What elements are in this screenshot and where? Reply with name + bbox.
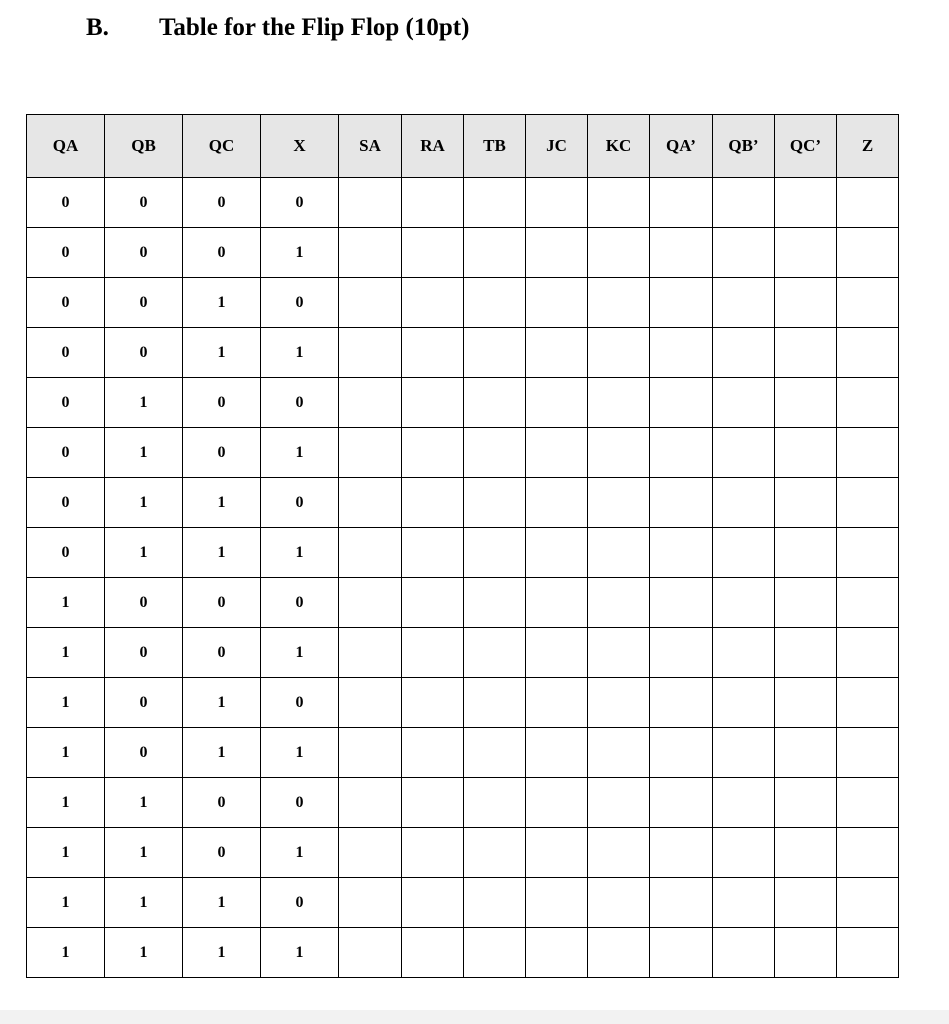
input-cell: 0 xyxy=(261,478,339,528)
input-cell: 1 xyxy=(27,628,105,678)
input-cell: 1 xyxy=(27,878,105,928)
answer-cell[interactable] xyxy=(713,928,775,978)
answer-cell[interactable] xyxy=(464,678,526,728)
answer-cell[interactable] xyxy=(650,378,713,428)
input-cell: 1 xyxy=(261,928,339,978)
answer-cell[interactable] xyxy=(837,228,899,278)
answer-cell[interactable] xyxy=(775,528,837,578)
answer-cell[interactable] xyxy=(402,378,464,428)
answer-cell[interactable] xyxy=(339,328,402,378)
answer-cell[interactable] xyxy=(713,428,775,478)
answer-cell[interactable] xyxy=(464,778,526,828)
input-cell: 1 xyxy=(261,528,339,578)
input-cell: 0 xyxy=(183,378,261,428)
answer-cell[interactable] xyxy=(464,228,526,278)
answer-cell[interactable] xyxy=(339,578,402,628)
input-cell: 1 xyxy=(105,428,183,478)
answer-cell[interactable] xyxy=(837,578,899,628)
answer-cell[interactable] xyxy=(713,328,775,378)
answer-cell[interactable] xyxy=(650,478,713,528)
answer-cell[interactable] xyxy=(588,528,650,578)
answer-cell[interactable] xyxy=(713,178,775,228)
answer-cell[interactable] xyxy=(775,178,837,228)
input-cell: 1 xyxy=(105,828,183,878)
input-cell: 1 xyxy=(27,728,105,778)
answer-cell[interactable] xyxy=(650,628,713,678)
answer-cell[interactable] xyxy=(588,328,650,378)
answer-cell[interactable] xyxy=(650,228,713,278)
input-cell: 1 xyxy=(261,628,339,678)
answer-cell[interactable] xyxy=(588,278,650,328)
input-cell: 0 xyxy=(183,828,261,878)
answer-cell[interactable] xyxy=(402,478,464,528)
input-cell: 0 xyxy=(105,628,183,678)
answer-cell[interactable] xyxy=(650,278,713,328)
input-cell: 0 xyxy=(183,778,261,828)
answer-cell[interactable] xyxy=(402,178,464,228)
answer-cell[interactable] xyxy=(339,828,402,878)
input-cell: 0 xyxy=(105,178,183,228)
answer-cell[interactable] xyxy=(526,628,588,678)
answer-cell[interactable] xyxy=(526,528,588,578)
column-header: QA xyxy=(27,115,105,178)
answer-cell[interactable] xyxy=(526,728,588,778)
column-header: Z xyxy=(837,115,899,178)
input-cell: 0 xyxy=(183,178,261,228)
answer-cell[interactable] xyxy=(650,328,713,378)
input-cell: 0 xyxy=(261,178,339,228)
answer-cell[interactable] xyxy=(713,228,775,278)
answer-cell[interactable] xyxy=(775,728,837,778)
answer-cell[interactable] xyxy=(339,678,402,728)
answer-cell[interactable] xyxy=(588,578,650,628)
input-cell: 1 xyxy=(183,528,261,578)
answer-cell[interactable] xyxy=(402,278,464,328)
answer-cell[interactable] xyxy=(713,278,775,328)
answer-cell[interactable] xyxy=(713,478,775,528)
answer-cell[interactable] xyxy=(713,728,775,778)
answer-cell[interactable] xyxy=(713,378,775,428)
answer-cell[interactable] xyxy=(464,628,526,678)
answer-cell[interactable] xyxy=(775,278,837,328)
input-cell: 1 xyxy=(183,678,261,728)
answer-cell[interactable] xyxy=(402,878,464,928)
answer-cell[interactable] xyxy=(650,928,713,978)
answer-cell[interactable] xyxy=(713,678,775,728)
answer-cell[interactable] xyxy=(464,178,526,228)
input-cell: 0 xyxy=(105,678,183,728)
answer-cell[interactable] xyxy=(713,628,775,678)
answer-cell[interactable] xyxy=(339,178,402,228)
answer-cell[interactable] xyxy=(837,678,899,728)
answer-cell[interactable] xyxy=(339,928,402,978)
answer-cell[interactable] xyxy=(837,328,899,378)
input-cell: 1 xyxy=(183,278,261,328)
answer-cell[interactable] xyxy=(588,428,650,478)
answer-cell[interactable] xyxy=(775,628,837,678)
answer-cell[interactable] xyxy=(588,178,650,228)
column-header: QC xyxy=(183,115,261,178)
answer-cell[interactable] xyxy=(775,678,837,728)
table-row xyxy=(27,528,899,578)
answer-cell[interactable] xyxy=(713,778,775,828)
answer-cell[interactable] xyxy=(464,578,526,628)
answer-cell[interactable] xyxy=(402,328,464,378)
answer-cell[interactable] xyxy=(650,878,713,928)
answer-cell[interactable] xyxy=(588,828,650,878)
header-row xyxy=(27,115,899,178)
answer-cell[interactable] xyxy=(339,228,402,278)
answer-cell[interactable] xyxy=(650,828,713,878)
answer-cell[interactable] xyxy=(588,228,650,278)
input-cell: 0 xyxy=(105,328,183,378)
answer-cell[interactable] xyxy=(650,528,713,578)
input-cell: 1 xyxy=(261,728,339,778)
input-cell: 1 xyxy=(27,678,105,728)
table-row xyxy=(27,628,899,678)
table-body xyxy=(27,178,899,978)
input-cell: 0 xyxy=(27,428,105,478)
input-cell: 1 xyxy=(27,828,105,878)
table-row xyxy=(27,828,899,878)
answer-cell[interactable] xyxy=(402,828,464,878)
input-cell: 1 xyxy=(261,228,339,278)
answer-cell[interactable] xyxy=(837,178,899,228)
table-row xyxy=(27,278,899,328)
answer-cell[interactable] xyxy=(526,928,588,978)
table-row xyxy=(27,878,899,928)
answer-cell[interactable] xyxy=(402,678,464,728)
answer-cell[interactable] xyxy=(713,878,775,928)
input-cell: 1 xyxy=(27,928,105,978)
answer-cell[interactable] xyxy=(650,778,713,828)
answer-cell[interactable] xyxy=(775,578,837,628)
answer-cell[interactable] xyxy=(775,428,837,478)
column-header: QB xyxy=(105,115,183,178)
table-row xyxy=(27,378,899,428)
answer-cell[interactable] xyxy=(464,828,526,878)
flip-flop-table xyxy=(26,114,899,978)
input-cell: 0 xyxy=(183,228,261,278)
input-cell: 1 xyxy=(105,478,183,528)
answer-cell[interactable] xyxy=(339,878,402,928)
answer-cell[interactable] xyxy=(526,328,588,378)
input-cell: 0 xyxy=(27,528,105,578)
answer-cell[interactable] xyxy=(402,778,464,828)
answer-cell[interactable] xyxy=(402,628,464,678)
input-cell: 0 xyxy=(105,278,183,328)
answer-cell[interactable] xyxy=(526,778,588,828)
input-cell: 1 xyxy=(105,878,183,928)
answer-cell[interactable] xyxy=(526,228,588,278)
answer-cell[interactable] xyxy=(526,678,588,728)
column-header: SA xyxy=(339,115,402,178)
input-cell: 0 xyxy=(105,578,183,628)
answer-cell[interactable] xyxy=(588,378,650,428)
table-row xyxy=(27,778,899,828)
answer-cell[interactable] xyxy=(837,928,899,978)
answer-cell[interactable] xyxy=(837,628,899,678)
answer-cell[interactable] xyxy=(339,428,402,478)
input-cell: 1 xyxy=(183,328,261,378)
answer-cell[interactable] xyxy=(464,328,526,378)
input-cell: 0 xyxy=(183,628,261,678)
column-header: QA’ xyxy=(650,115,713,178)
answer-cell[interactable] xyxy=(464,528,526,578)
input-cell: 1 xyxy=(183,878,261,928)
input-cell: 0 xyxy=(261,778,339,828)
input-cell: 1 xyxy=(105,378,183,428)
answer-cell[interactable] xyxy=(837,778,899,828)
table-row xyxy=(27,228,899,278)
answer-cell[interactable] xyxy=(588,878,650,928)
input-cell: 0 xyxy=(27,328,105,378)
answer-cell[interactable] xyxy=(837,478,899,528)
answer-cell[interactable] xyxy=(588,628,650,678)
answer-cell[interactable] xyxy=(837,878,899,928)
answer-cell[interactable] xyxy=(339,628,402,678)
answer-cell[interactable] xyxy=(837,528,899,578)
answer-cell[interactable] xyxy=(775,378,837,428)
answer-cell[interactable] xyxy=(650,728,713,778)
answer-cell[interactable] xyxy=(588,478,650,528)
column-header: KC xyxy=(588,115,650,178)
answer-cell[interactable] xyxy=(713,528,775,578)
answer-cell[interactable] xyxy=(526,178,588,228)
answer-cell[interactable] xyxy=(402,528,464,578)
answer-cell[interactable] xyxy=(775,228,837,278)
answer-cell[interactable] xyxy=(526,378,588,428)
answer-cell[interactable] xyxy=(588,678,650,728)
answer-cell[interactable] xyxy=(526,878,588,928)
table-row xyxy=(27,578,899,628)
table-row xyxy=(27,478,899,528)
answer-cell[interactable] xyxy=(464,428,526,478)
input-cell: 1 xyxy=(261,428,339,478)
section-heading xyxy=(86,14,469,42)
answer-cell[interactable] xyxy=(837,278,899,328)
column-header: QB’ xyxy=(713,115,775,178)
answer-cell[interactable] xyxy=(775,878,837,928)
answer-cell[interactable] xyxy=(775,828,837,878)
answer-cell[interactable] xyxy=(464,378,526,428)
answer-cell[interactable] xyxy=(526,478,588,528)
section-title: Table for the Flip Flop (10pt) xyxy=(159,14,470,41)
input-cell: 0 xyxy=(183,428,261,478)
answer-cell[interactable] xyxy=(464,878,526,928)
answer-cell[interactable] xyxy=(775,778,837,828)
answer-cell[interactable] xyxy=(464,928,526,978)
input-cell: 0 xyxy=(27,228,105,278)
table-row xyxy=(27,928,899,978)
input-cell: 0 xyxy=(105,728,183,778)
input-cell: 0 xyxy=(261,878,339,928)
input-cell: 0 xyxy=(105,228,183,278)
input-cell: 1 xyxy=(261,828,339,878)
table-row xyxy=(27,428,899,478)
table-row xyxy=(27,328,899,378)
answer-cell[interactable] xyxy=(464,728,526,778)
answer-cell[interactable] xyxy=(402,928,464,978)
column-header: RA xyxy=(402,115,464,178)
answer-cell[interactable] xyxy=(775,328,837,378)
input-cell: 0 xyxy=(27,378,105,428)
input-cell: 0 xyxy=(261,278,339,328)
input-cell: 0 xyxy=(27,278,105,328)
answer-cell[interactable] xyxy=(339,778,402,828)
answer-cell[interactable] xyxy=(339,478,402,528)
answer-cell[interactable] xyxy=(402,728,464,778)
input-cell: 1 xyxy=(105,778,183,828)
input-cell: 0 xyxy=(261,578,339,628)
answer-cell[interactable] xyxy=(650,178,713,228)
answer-cell[interactable] xyxy=(526,278,588,328)
table-row xyxy=(27,728,899,778)
answer-cell[interactable] xyxy=(588,728,650,778)
answer-cell[interactable] xyxy=(713,578,775,628)
answer-cell[interactable] xyxy=(526,428,588,478)
input-cell: 0 xyxy=(27,478,105,528)
answer-cell[interactable] xyxy=(526,578,588,628)
answer-cell[interactable] xyxy=(837,828,899,878)
answer-cell[interactable] xyxy=(837,378,899,428)
input-cell: 0 xyxy=(183,578,261,628)
column-header: QC’ xyxy=(775,115,837,178)
answer-cell[interactable] xyxy=(464,478,526,528)
input-cell: 1 xyxy=(27,578,105,628)
table-row xyxy=(27,678,899,728)
answer-cell[interactable] xyxy=(526,828,588,878)
input-cell: 1 xyxy=(27,778,105,828)
input-cell: 1 xyxy=(183,728,261,778)
answer-cell[interactable] xyxy=(650,428,713,478)
input-cell: 0 xyxy=(27,178,105,228)
answer-cell[interactable] xyxy=(650,578,713,628)
answer-cell[interactable] xyxy=(402,428,464,478)
input-cell: 1 xyxy=(261,328,339,378)
input-cell: 1 xyxy=(105,928,183,978)
input-cell: 0 xyxy=(261,678,339,728)
answer-cell[interactable] xyxy=(837,428,899,478)
answer-cell[interactable] xyxy=(650,678,713,728)
answer-cell[interactable] xyxy=(775,478,837,528)
column-header: TB xyxy=(464,115,526,178)
answer-cell[interactable] xyxy=(713,828,775,878)
table-row xyxy=(27,178,899,228)
answer-cell[interactable] xyxy=(837,728,899,778)
section-label: B. xyxy=(86,14,109,41)
answer-cell[interactable] xyxy=(339,278,402,328)
input-cell: 1 xyxy=(183,478,261,528)
answer-cell[interactable] xyxy=(339,378,402,428)
column-header: X xyxy=(261,115,339,178)
answer-cell[interactable] xyxy=(775,928,837,978)
answer-cell[interactable] xyxy=(402,228,464,278)
answer-cell[interactable] xyxy=(464,278,526,328)
input-cell: 1 xyxy=(183,928,261,978)
answer-cell[interactable] xyxy=(588,928,650,978)
input-cell: 0 xyxy=(261,378,339,428)
answer-cell[interactable] xyxy=(339,528,402,578)
answer-cell[interactable] xyxy=(339,728,402,778)
answer-cell[interactable] xyxy=(588,778,650,828)
input-cell: 1 xyxy=(105,528,183,578)
column-header: JC xyxy=(526,115,588,178)
answer-cell[interactable] xyxy=(402,578,464,628)
